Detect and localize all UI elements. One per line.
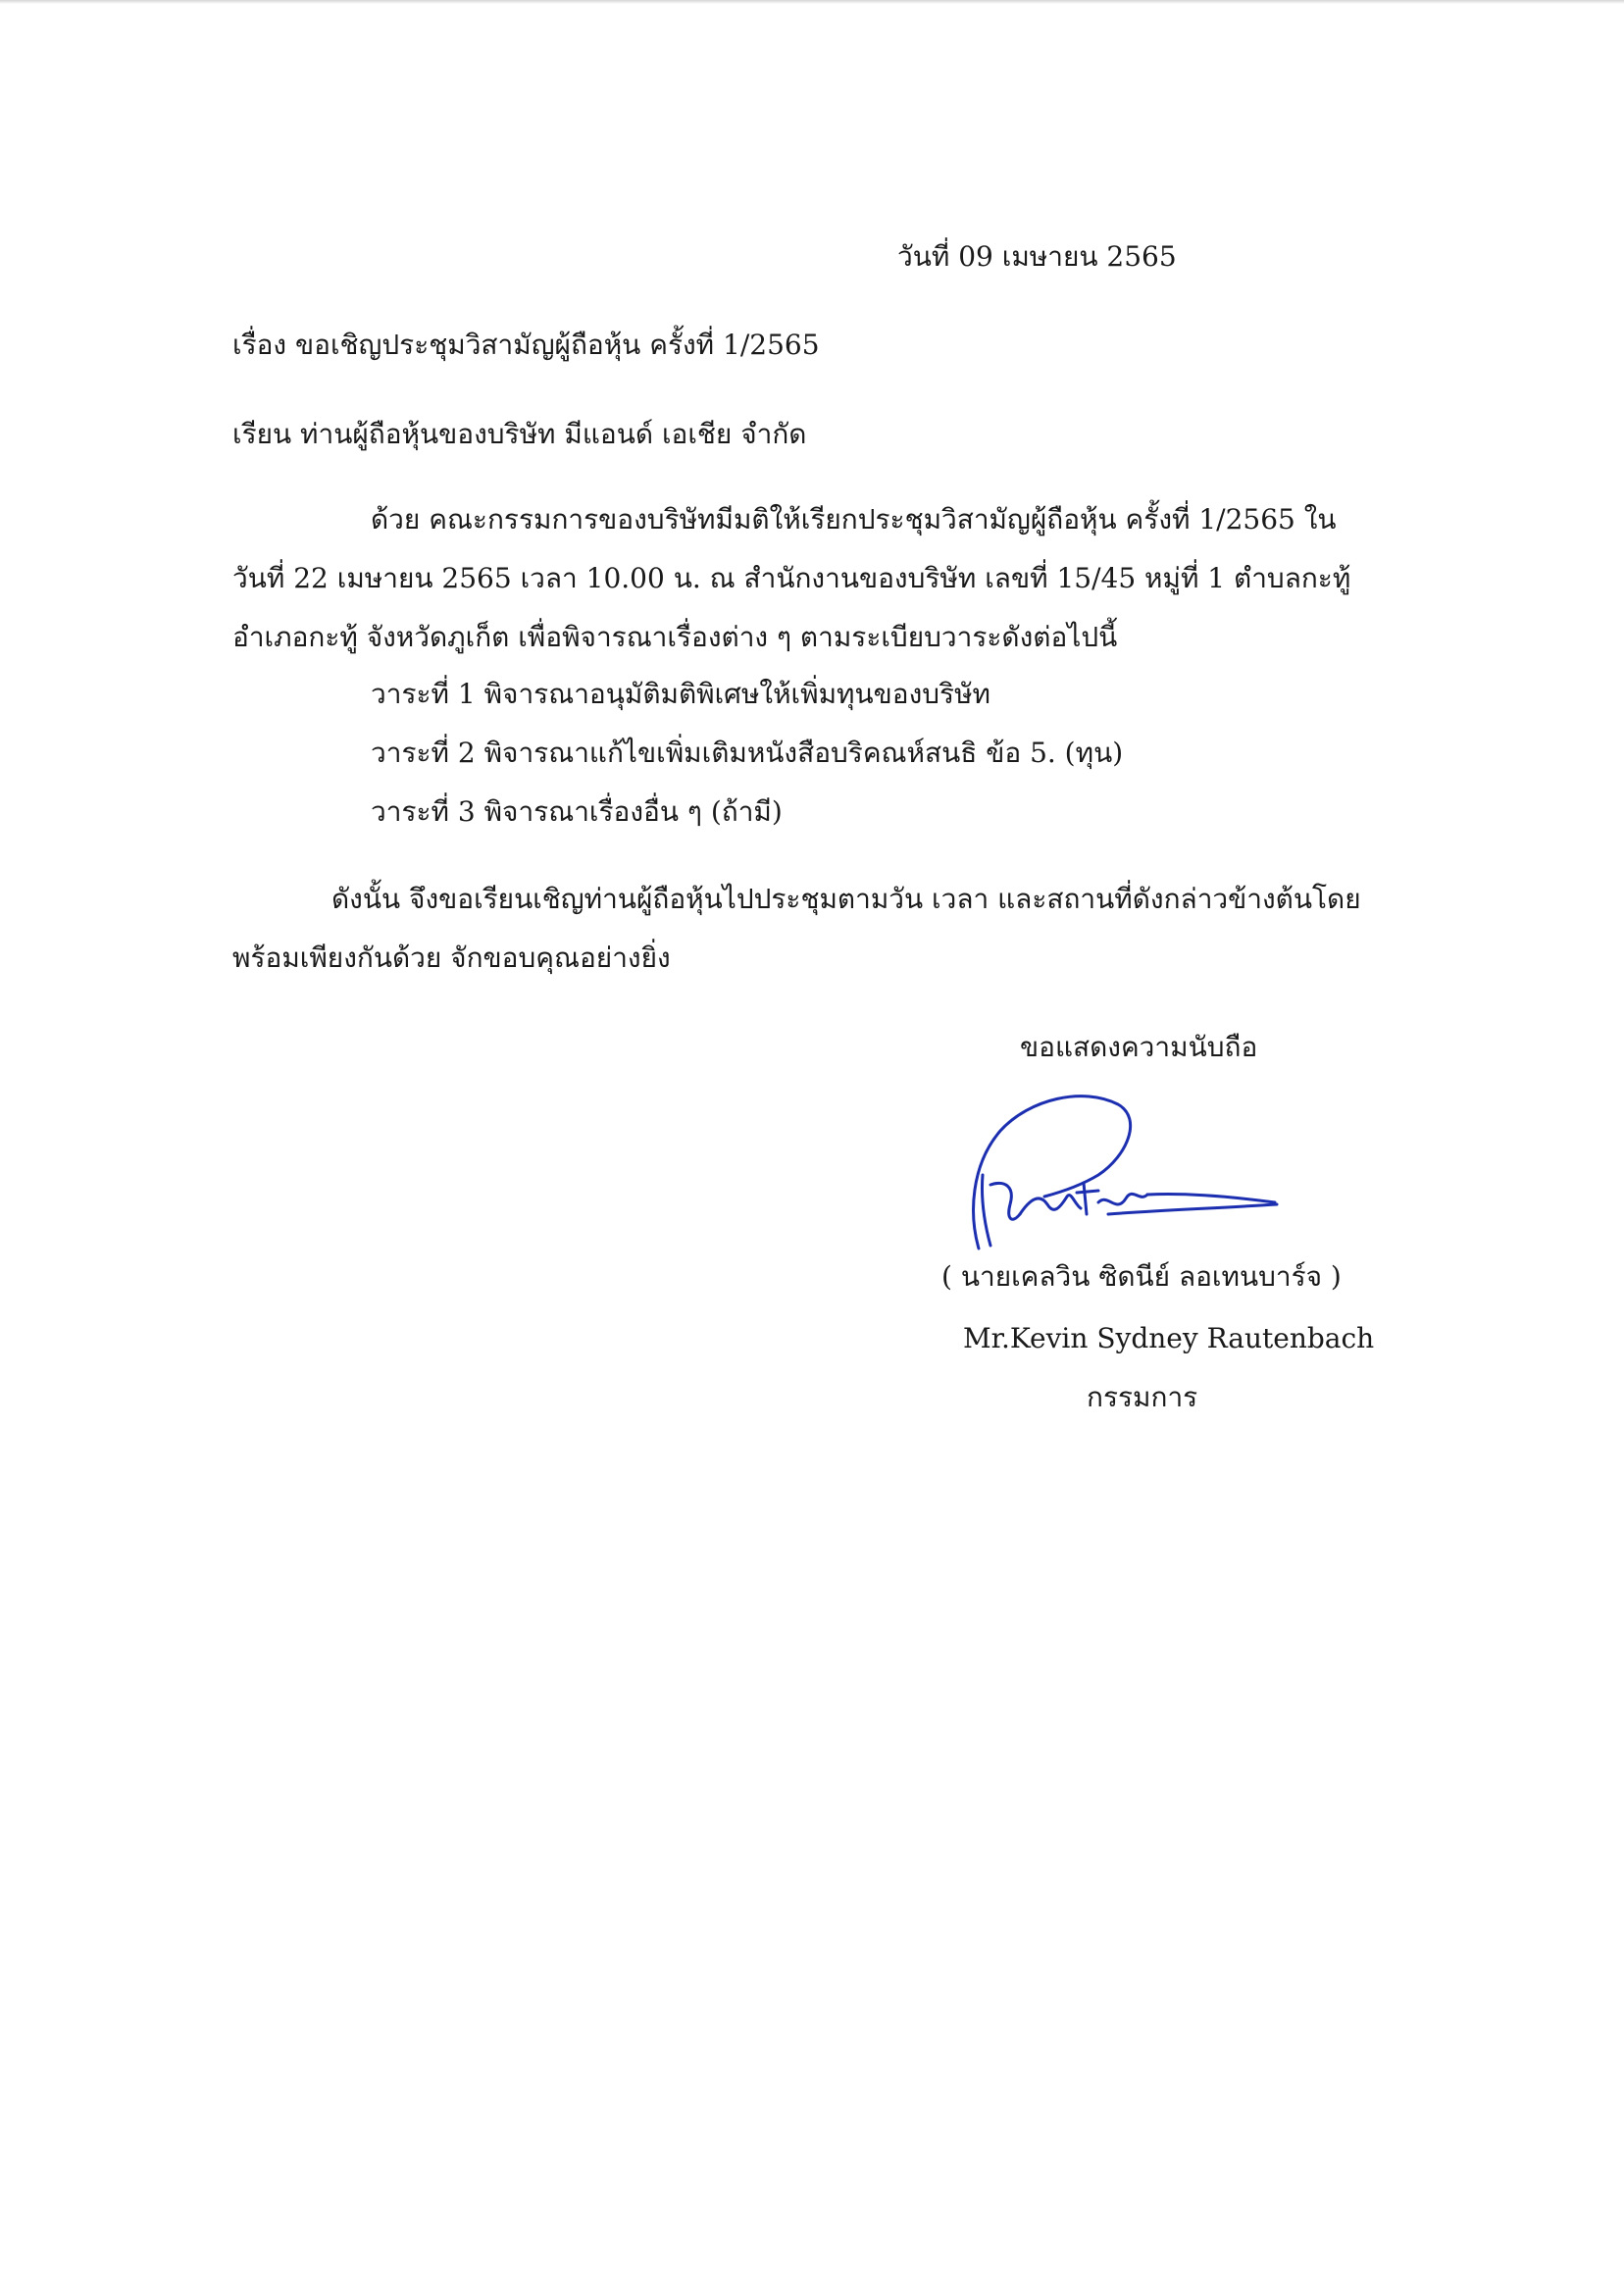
paragraph-2-line: พร้อมเพียงกันด้วย จักขอบคุณอย่างยิ่ง — [232, 942, 671, 974]
paragraph-1-line: ด้วย คณะกรรมการของบริษัทมีมติให้เรียกประชุมวิสามัญผู้ถือหุ้น ครั้งที่ 1/2565 ใน — [371, 503, 1337, 535]
signer-name-thai: ( นายเคลวิน ซิดนีย์ ลอเทนบาร์จ ) — [941, 1260, 1342, 1293]
paragraph-1-line: วันที่ 22 เมษายน 2565 เวลา 10.00 น. ณ สำนักงานของบริษัท เลขที่ 15/45 หมู่ที่ 1 ตำบลกะทู้ — [232, 562, 1351, 594]
signer-name-english: Mr.Kevin Sydney Rautenbach — [963, 1322, 1375, 1354]
agenda-item-1: วาระที่ 1 พิจารณาอนุมัติมติพิเศษให้เพิ่มทุนของบริษัท — [371, 678, 990, 710]
paragraph-1-line: อำเภอกะทู้ จังหวัดภูเก็ต เพื่อพิจารณาเรื่องต่าง ๆ ตามระเบียบวาระดังต่อไปนี้ — [232, 621, 1118, 653]
scan-edge — [0, 0, 1624, 4]
signer-title: กรรมการ — [1087, 1381, 1198, 1413]
agenda-item-3: วาระที่ 3 พิจารณาเรื่องอื่น ๆ (ถ้ามี) — [371, 795, 783, 828]
letter-subject: เรื่อง ขอเชิญประชุมวิสามัญผู้ถือหุ้น ครั้งที่ 1/2565 — [232, 329, 820, 361]
handwritten-signature — [961, 1077, 1285, 1263]
letter-date: วันที่ 09 เมษายน 2565 — [897, 240, 1177, 273]
closing-phrase: ขอแสดงความนับถือ — [1020, 1031, 1258, 1063]
agenda-item-2: วาระที่ 2 พิจารณาแก้ไขเพิ่มเติมหนังสือบริคณห์สนธิ ข้อ 5. (ทุน) — [371, 737, 1124, 769]
letter-recipient: เรียน ท่านผู้ถือหุ้นของบริษัท มีแอนด์ เอเชีย จำกัด — [232, 418, 807, 450]
paragraph-2-line: ดังนั้น จึงขอเรียนเชิญท่านผู้ถือหุ้นไปประชุมตามวัน เวลา และสถานที่ดังกล่าวข้างต้นโดย — [331, 883, 1361, 915]
